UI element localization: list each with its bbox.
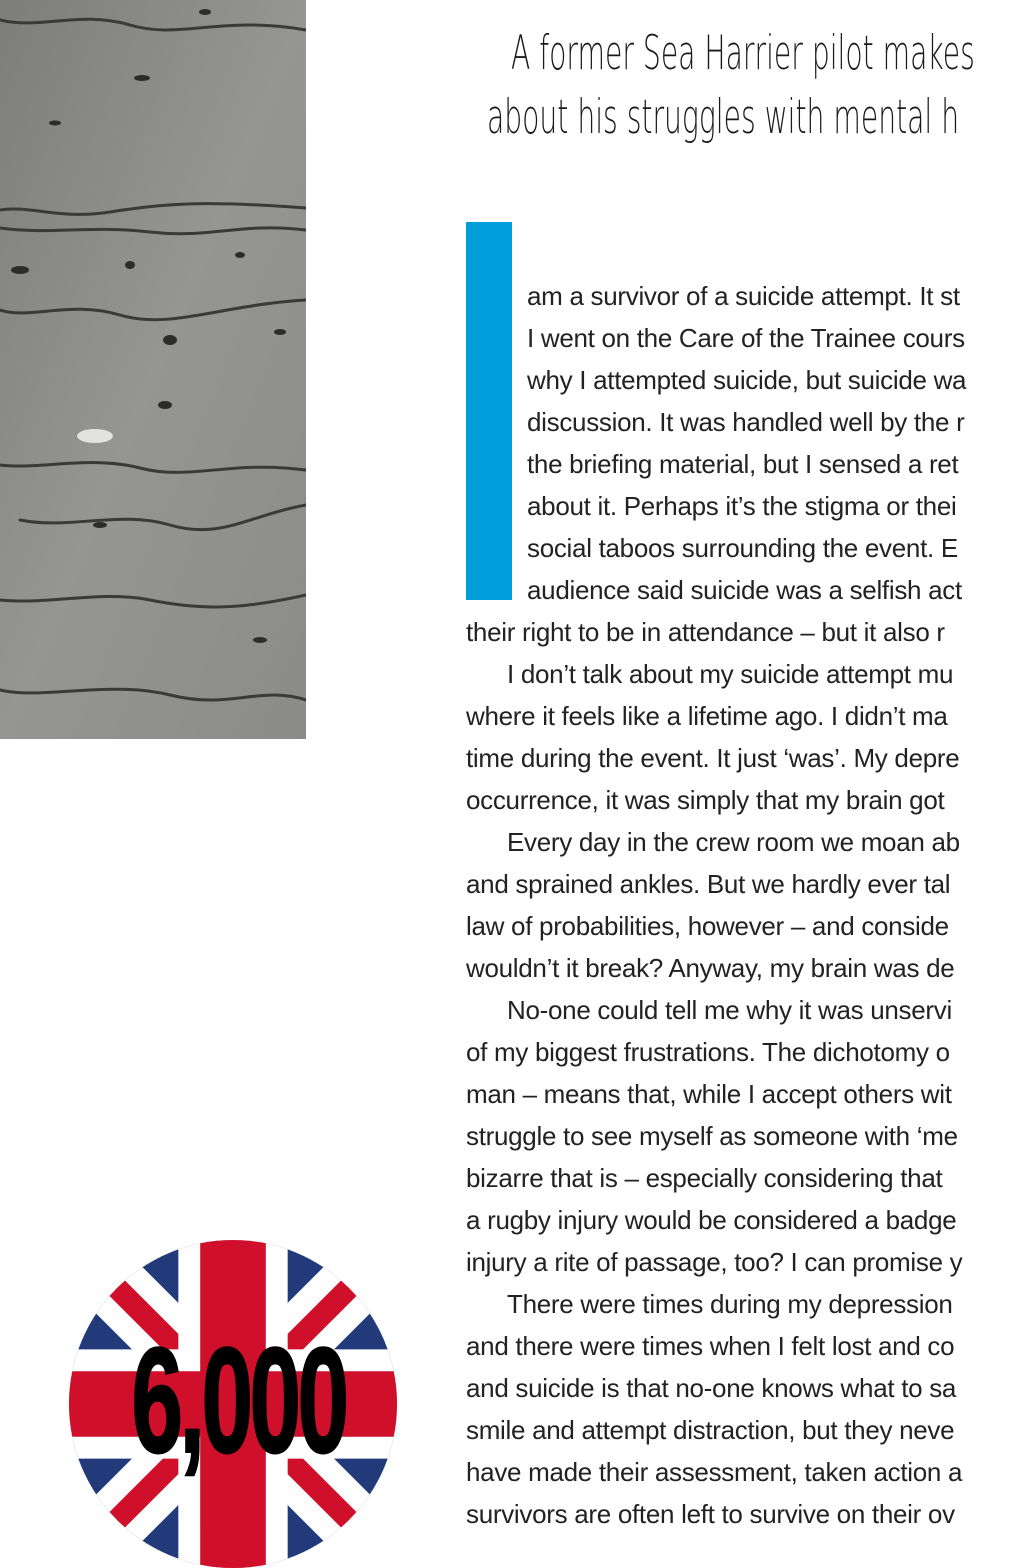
article-line: social taboos surrounding the event. E xyxy=(527,533,958,563)
article-line: their right to be in attendance – but it also r xyxy=(466,617,945,647)
article-line: occurrence, it was simply that my brain got xyxy=(466,785,945,815)
article-line: about it. Perhaps it’s the stigma or thei xyxy=(527,491,957,521)
article-line: No-one could tell me why it was unservi xyxy=(507,995,952,1025)
article-line: I went on the Care of the Trainee cours xyxy=(527,323,965,353)
rock-surface-photo xyxy=(0,0,306,739)
article-line: a rugby injury would be considered a badge xyxy=(466,1205,957,1235)
article-line: smile and attempt distraction, but they neve xyxy=(466,1415,955,1445)
article-line: time during the event. It just ‘was’. My depre xyxy=(466,743,960,773)
article-line: and suicide is that no-one knows what to sa xyxy=(466,1373,957,1403)
article-line: There were times during my depression xyxy=(507,1289,953,1319)
standfirst xyxy=(472,22,1012,150)
standfirst-line-2: about his struggles with mental h xyxy=(487,90,960,145)
stat-number: 6,000 xyxy=(131,1316,346,1484)
article-line: survivors are often left to survive on their ov xyxy=(466,1499,955,1529)
article-body xyxy=(466,275,966,1535)
article-line: wouldn’t it break? Anyway, my brain was de xyxy=(466,953,955,983)
article-line: law of probabilities, however – and conside xyxy=(466,911,949,941)
article-line: discussion. It was handled well by the r xyxy=(527,407,965,437)
article-line: Every day in the crew room we moan ab xyxy=(507,827,960,857)
article-line: the briefing material, but I sensed a ret xyxy=(527,449,959,479)
article-line: and there were times when I felt lost and co xyxy=(466,1331,955,1361)
article-line: am a survivor of a suicide attempt. It st xyxy=(527,281,960,311)
article-line: injury a rite of passage, too? I can promise y xyxy=(466,1247,963,1277)
article-line: where it feels like a lifetime ago. I didn’t ma xyxy=(466,701,948,731)
article-line: and sprained ankles. But we hardly ever tal xyxy=(466,869,951,899)
article-line: I don’t talk about my suicide attempt mu xyxy=(507,659,954,689)
article-line: why I attempted suicide, but suicide wa xyxy=(527,365,967,395)
article-line: bizarre that is – especially considering that xyxy=(466,1163,943,1193)
article-line: man – means that, while I accept others wit xyxy=(466,1079,952,1109)
article-line: audience said suicide was a selfish act xyxy=(527,575,962,605)
article-line: of my biggest frustrations. The dichotomy o xyxy=(466,1037,950,1067)
standfirst-line-1: A former Sea Harrier pilot makes xyxy=(511,26,975,81)
article-line: have made their assessment, taken action a xyxy=(466,1457,963,1487)
article-line: struggle to see myself as someone with ‘me xyxy=(466,1121,958,1151)
